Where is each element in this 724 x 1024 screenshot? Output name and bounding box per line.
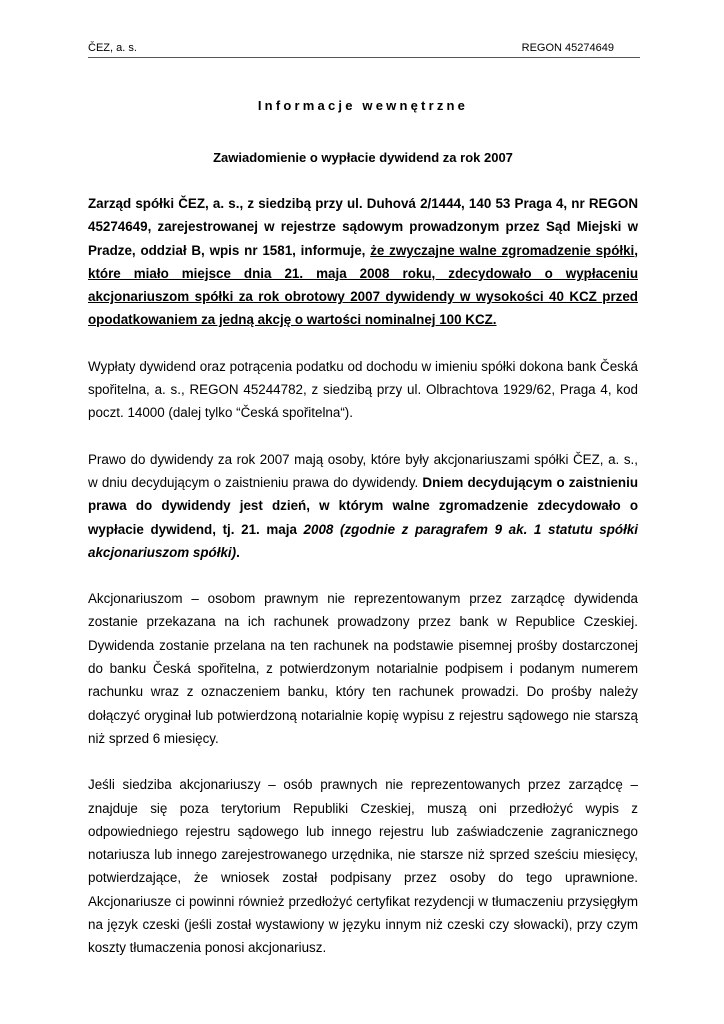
page-header: [88, 41, 640, 58]
paragraph-foreign-shareholders: Jeśli siedziba akcjonariuszy – osób prawnych nie reprezentowanych przez zarządcę – znajduje się poza terytorium Republiki Czeskiej, muszą oni przedłożyć wypis z odpowiedniego rejestru sądowego lub innego rejestru lub zaświadczenie zagranicznego notariusza lub innego zarejestrowanego urzędnika, nie starsze niż sprzed sześciu miesięcy, potwierdzające, że wniosek został podpisany przez osoby do tego uprawnione. Akcjonariusze ci powinni również przedłożyć certyfikat rezydencji w tłumaczeniu przysięgłym na język czeski (jeśli został wystawiony w języku innym niż czeski czy słowacki), przy czym koszty tłumaczenia ponosi akcjonariusz.: [88, 777, 638, 956]
document-subject: Zawiadomienie o wypłacie dywidend za rok 2007: [213, 150, 513, 165]
paragraph-legal-persons: Akcjonariuszom – osobom prawnym nie reprezentowanym przez zarządcę dywidenda zostanie przekazana na ich rachunek prowadzony przez bank w Republice Czeskiej. Dywidenda zostanie przelana na ten rachunek na podstawie pisemnej prośby dostarczonej do banku Česká spořitelna, z potwierdzonym notarialnie podpisem i podanym numerem rachunku wraz z oznaczeniem banku, który ten rachunek prowadzi. Do prośby należy dołączyć oryginał lub potwierdzoną notarialnie kopię wypisu z rejestru sądowego nie starszą niż sprzed 6 miesięcy.: [88, 591, 638, 746]
dividend-right-text: Prawo do dywidendy za rok 2007 mają osoby, które były akcjonariuszami spółki ČEZ, a. s., w dniu decydującym o zaistnieniu prawa do dywidendy.: [88, 451, 638, 490]
header-regon: REGON 45274649: [521, 42, 614, 54]
dividend-decision-text: że zwyczajne walne zgromadzenie spółki, które miało miejsce dnia 21. maja 2008 roku, zdecydowało o wypłaceniu akcjonariuszom spółki za rok obrotowy 2007 dywidendy w wysokości 40 KCZ przed opodatkowaniem za jedną akcję o wartości nominalnej 100 KCZ.: [88, 242, 638, 328]
document-body: [88, 97, 638, 960]
paragraph-dividend-right: [88, 448, 638, 564]
decisive-day-end: .: [236, 544, 240, 560]
board-intro-text: Zarząd spółki ČEZ, a. s., z siedzibą przy ul. Duhová 2/1444, 140 53 Praga 4, nr REGON 45274649, zarejestrowanej w rejestrze sądowym prowadzonym przez Sąd Miejski w Pradze, oddział B, wpis nr 1581, informuje,: [88, 196, 638, 258]
paragraph-board-decision: [88, 192, 638, 332]
decisive-day-text: Dniem decydującym o zaistnieniu prawa do dywidendy jest dzień, w którym walne zgromadzenie zdecydowało o wypłacie dywidend, tj. 21. maja: [88, 474, 638, 537]
statute-reference-text: 2008 (zgodnie z paragrafem 9 ak. 1 statutu spółki akcjonariuszom spółki): [88, 521, 638, 560]
header-company: ČEZ, a. s.: [88, 42, 137, 54]
paragraph-paying-bank: Wypłaty dywidend oraz potrącenia podatku od dochodu w imieniu spółki dokona bank Česká spořitelna, a. s., REGON 45244782, z siedzibą przy ul. Olbrachtova 1929/62, Praga 4, kod poczt. 14000 (dalej tylko “Česká spořitelna“).: [88, 358, 638, 421]
document-title: Informacje wewnętrzne: [257, 98, 469, 113]
